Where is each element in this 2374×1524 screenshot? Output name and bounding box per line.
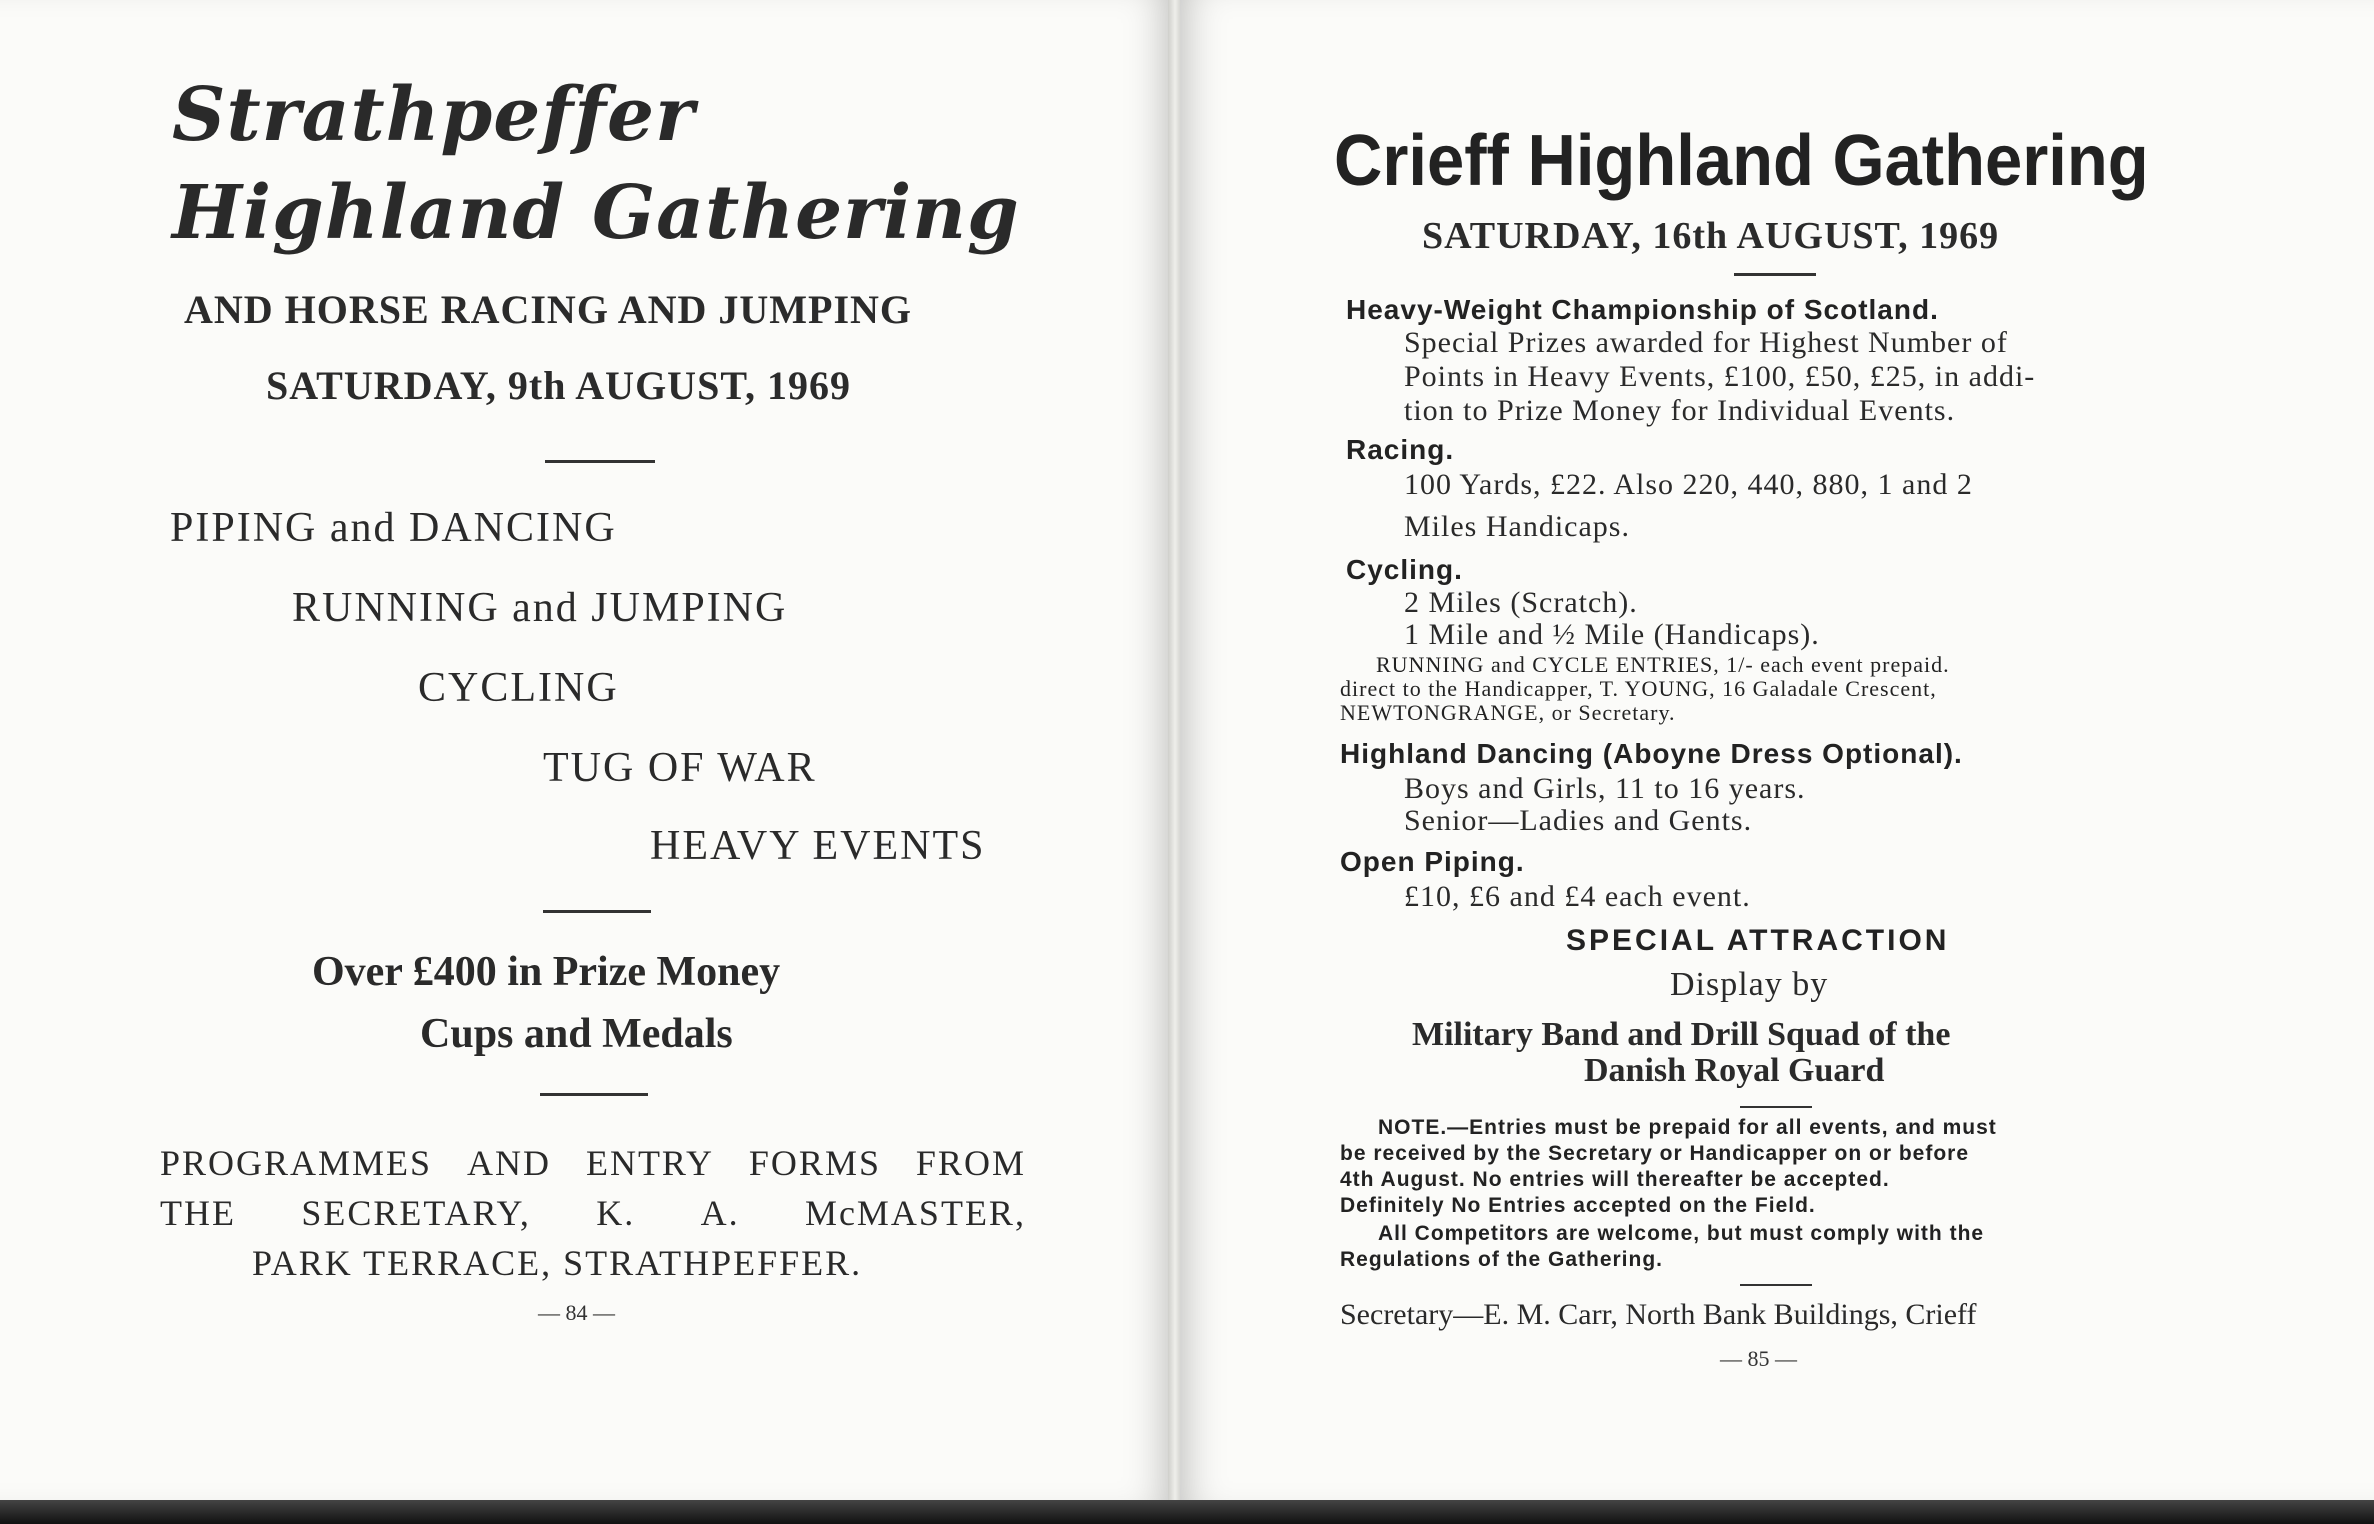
cycling-line1: 2 Miles (Scratch). bbox=[1404, 586, 1638, 619]
heavy-heading: Heavy-Weight Championship of Scotland. bbox=[1346, 294, 1939, 325]
entries-line1: RUNNING and CYCLE ENTRIES, 1/- each event prepaid. bbox=[1376, 652, 1950, 677]
band-line2: Danish Royal Guard bbox=[1584, 1052, 1885, 1089]
cycling-line2: 1 Mile and ½ Mile (Handicaps). bbox=[1404, 618, 1820, 651]
event-running-jumping: RUNNING and JUMPING bbox=[292, 585, 788, 631]
contact-word: K. bbox=[596, 1193, 636, 1233]
right-page-number: — 85 — bbox=[1720, 1346, 1797, 1371]
dancing-line1: Boys and Girls, 11 to 16 years. bbox=[1404, 772, 1806, 805]
note-line4: Definitely No Entries accepted on the Field. bbox=[1340, 1194, 1816, 1217]
left-divider-1 bbox=[545, 460, 655, 463]
event-tug-of-war: TUG OF WAR bbox=[543, 745, 817, 791]
contact-word: THE bbox=[160, 1193, 236, 1233]
right-date: SATURDAY, 16th AUGUST, 1969 bbox=[1422, 215, 2000, 257]
racing-heading: Racing. bbox=[1346, 434, 1455, 465]
note-line2: be received by the Secretary or Handicapper on or before bbox=[1340, 1142, 1970, 1165]
note-line1: NOTE.—Entries must be prepaid for all events, and must bbox=[1378, 1116, 1997, 1139]
racing-line2: Miles Handicaps. bbox=[1404, 510, 1630, 543]
event-piping-dancing: PIPING and DANCING bbox=[170, 505, 617, 551]
note-line6: Regulations of the Gathering. bbox=[1340, 1248, 1664, 1271]
heavy-line3: tion to Prize Money for Individual Events. bbox=[1404, 394, 1956, 427]
contact-word: A. bbox=[700, 1193, 740, 1233]
racing-line1: 100 Yards, £22. Also 220, 440, 880, 1 and 2 bbox=[1404, 468, 1973, 501]
right-divider-1 bbox=[1734, 273, 1816, 276]
contact-line1 bbox=[160, 1142, 1026, 1184]
contact-line3: PARK TERRACE, STRATHPEFFER. bbox=[252, 1243, 863, 1283]
left-date: SATURDAY, 9th AUGUST, 1969 bbox=[266, 363, 852, 408]
event-cycling: CYCLING bbox=[418, 665, 619, 711]
right-divider-2 bbox=[1740, 1106, 1812, 1108]
heavy-line1: Special Prizes awarded for Highest Number of bbox=[1404, 326, 2008, 359]
left-divider-3 bbox=[540, 1093, 648, 1096]
cups-medals-line: Cups and Medals bbox=[420, 1011, 733, 1057]
contact-word: ENTRY bbox=[585, 1143, 714, 1183]
heavy-line2: Points in Heavy Events, £100, £50, £25, in addi- bbox=[1404, 360, 2036, 393]
right-title: Crieff Highland Gathering bbox=[1334, 121, 2149, 201]
band-line1: Military Band and Drill Squad of the bbox=[1412, 1016, 1951, 1053]
left-divider-2 bbox=[543, 910, 651, 913]
display-by: Display by bbox=[1670, 966, 1829, 1003]
event-heavy-events: HEAVY EVENTS bbox=[650, 823, 986, 869]
piping-line1: £10, £6 and £4 each event. bbox=[1404, 880, 1751, 913]
cycling-heading: Cycling. bbox=[1346, 554, 1463, 585]
prize-money-line: Over £400 in Prize Money bbox=[312, 949, 781, 995]
note-line3: 4th August. No entries will thereafter be accepted. bbox=[1340, 1168, 1890, 1191]
special-attraction-heading: SPECIAL ATTRACTION bbox=[1566, 924, 1950, 957]
left-page bbox=[0, 0, 1170, 1500]
contact-word: McMASTER, bbox=[804, 1193, 1026, 1233]
contact-word: PROGRAMMES bbox=[160, 1143, 433, 1183]
piping-heading: Open Piping. bbox=[1340, 846, 1525, 877]
left-page-number: — 84 — bbox=[538, 1300, 615, 1325]
contact-word: FORMS bbox=[748, 1143, 881, 1183]
entries-line2: direct to the Handicapper, T. YOUNG, 16 Galadale Crescent, bbox=[1340, 676, 1937, 701]
entries-line3: NEWTONGRANGE, or Secretary. bbox=[1340, 700, 1676, 725]
right-divider-3 bbox=[1740, 1284, 1812, 1286]
left-title-line2: Highland Gathering bbox=[172, 170, 1020, 256]
contact-word: SECRETARY, bbox=[301, 1193, 531, 1233]
contact-word: FROM bbox=[915, 1143, 1026, 1183]
note-line5: All Competitors are welcome, but must comply with the bbox=[1378, 1222, 1985, 1245]
secretary-line: Secretary—E. M. Carr, North Bank Buildings, Crieff bbox=[1340, 1298, 1977, 1331]
dancing-line2: Senior—Ladies and Gents. bbox=[1404, 804, 1753, 837]
contact-word: AND bbox=[467, 1143, 552, 1183]
book-bottom-edge bbox=[0, 1500, 2374, 1524]
dancing-heading: Highland Dancing (Aboyne Dress Optional). bbox=[1340, 738, 1963, 769]
right-page bbox=[1180, 0, 2374, 1500]
left-title-line1: Strathpeffer bbox=[172, 72, 696, 158]
left-subtitle: AND HORSE RACING AND JUMPING bbox=[184, 287, 913, 332]
contact-line2 bbox=[160, 1192, 1026, 1234]
